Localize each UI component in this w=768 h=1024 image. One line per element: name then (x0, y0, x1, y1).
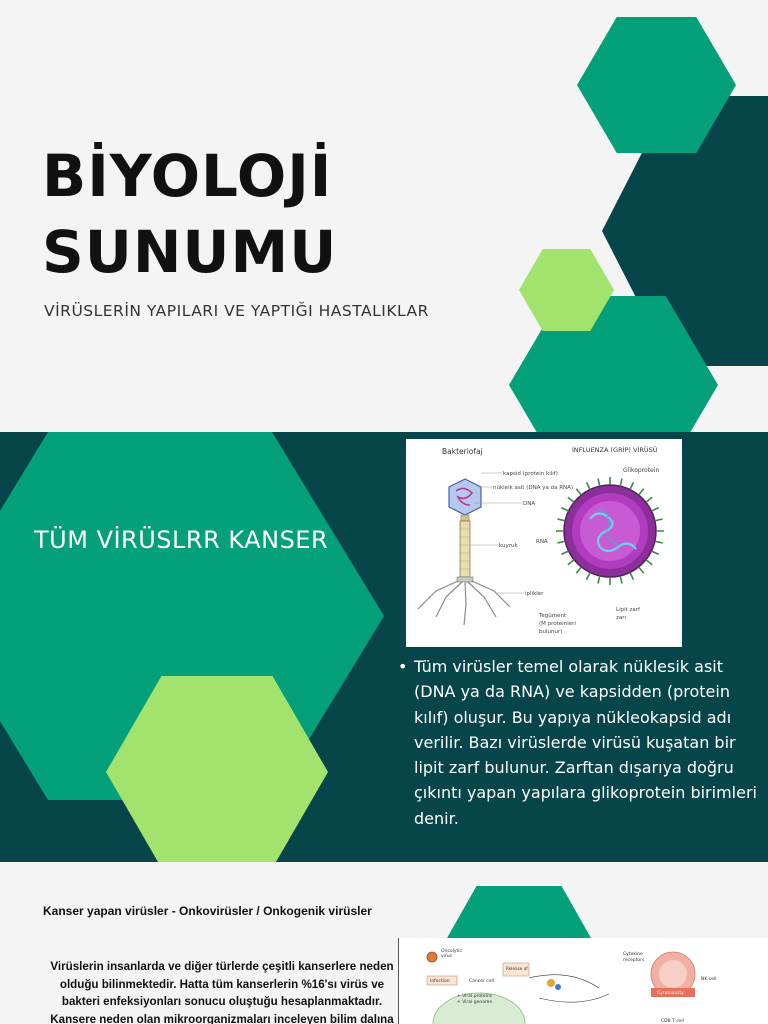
label-lipit-zarf: Lipit zarf (616, 607, 640, 613)
label-cd8: CD8 T cell (661, 1019, 684, 1024)
label-tegument-sub1: (M proteinleri (539, 621, 576, 627)
label-cytokine: Cytokine (623, 952, 643, 957)
oncovirus-paragraph (48, 958, 396, 1024)
label-iplikler: iplikler (525, 591, 544, 597)
label-infection: Infection (430, 979, 450, 984)
label-virus: virus (441, 954, 452, 959)
virus-diagram-svg (406, 439, 682, 647)
arrow-lines (529, 975, 609, 1003)
oncolytic-virus-diagram (398, 938, 768, 1024)
virus-structure-diagram (406, 439, 682, 647)
title-line-1: BİYOLOJİ (42, 142, 333, 210)
paragraph-line: olduğu bilinmektedir. Hatta tüm kanserlerin %16'sı virüs ve (59, 977, 385, 991)
antigen-icon (547, 979, 555, 987)
label-receptors: receptors (623, 958, 645, 963)
paragraph-line: Kansere neden olan mikroorganizmaları inceleyen bilim dalına (50, 1012, 394, 1024)
paragraph-line: Virüslerin insanlarda ve diğer türlerde çeşitli kanserlere neden (50, 960, 394, 973)
nk-cell-nucleus (659, 960, 687, 988)
label-dna: DNA (523, 501, 536, 507)
slide-heading: Kanser yapan virüsler - Onkovirüsler / Onkogenik virüsler (43, 904, 372, 918)
label-viral-proteins: + Viral proteins (457, 994, 493, 999)
label-rna: RNA (536, 539, 548, 545)
label-zari: zarı (616, 615, 627, 621)
label-glikoprotein: Glikoprotein (623, 467, 660, 474)
label-cytotoxicity: Cytotoxicity (657, 991, 684, 996)
virus-structure-bullets (398, 654, 764, 831)
oncovirus-slide (0, 862, 768, 1024)
page-title (42, 138, 422, 290)
label-nukleik-asit: nükleik asit (DNA ya da RNA) (493, 485, 574, 491)
virus-icon (427, 952, 437, 962)
label-nk-cell: NK cell (701, 977, 717, 982)
page-subtitle: VİRÜSLERİN YAPILARI VE YAPTIĞI HASTALIKLAR (44, 302, 429, 320)
title-slide (0, 0, 768, 432)
bacteriophage-title: Bakteriofaj (442, 447, 483, 456)
label-cancer-cell: Cancer cell (469, 979, 495, 984)
virus-structure-slide (0, 432, 768, 862)
oncolytic-diagram-svg (399, 938, 768, 1024)
label-release: Release of (506, 966, 528, 971)
title-line-2: SUNUMU (42, 218, 338, 286)
influenza-title: İNFLUENZA (GRİP) VİRÜSÜ (572, 446, 658, 454)
paragraph-line: bakteri enfeksiyonları sonucu oluştuğu hesaplanmaktadır. (61, 995, 383, 1009)
antigen-icon (555, 984, 561, 990)
label-viral-genome: + Viral genome (457, 1000, 493, 1005)
label-tegument-sub2: bulunur) (539, 629, 563, 635)
label-tegument: Tegüment (539, 613, 567, 619)
label-kuyruk: kuyruk (499, 543, 518, 549)
label-oncolytic: Oncolytic (441, 949, 463, 954)
bacteriophage-illustration (418, 479, 510, 625)
bullet-item: • Tüm virüsler temel olarak nüklesik asit (DNA ya da RNA) ve kapsidden (protein kılıf) oluşur. Bu yapıya nükleokapsid adı verilir. Bazı virüslerde virüsü kuşatan bir lipit zarf bulunur. Zarftan dışarıya doğru çıkıntı yapan yapılara glikoprotein birimleri denir. (414, 654, 764, 831)
slide-heading: TÜM VİRÜSLRR KANSER (34, 526, 329, 554)
label-kapsid: kapsid (protein kılıf) (503, 471, 558, 477)
influenza-illustration (556, 477, 664, 585)
